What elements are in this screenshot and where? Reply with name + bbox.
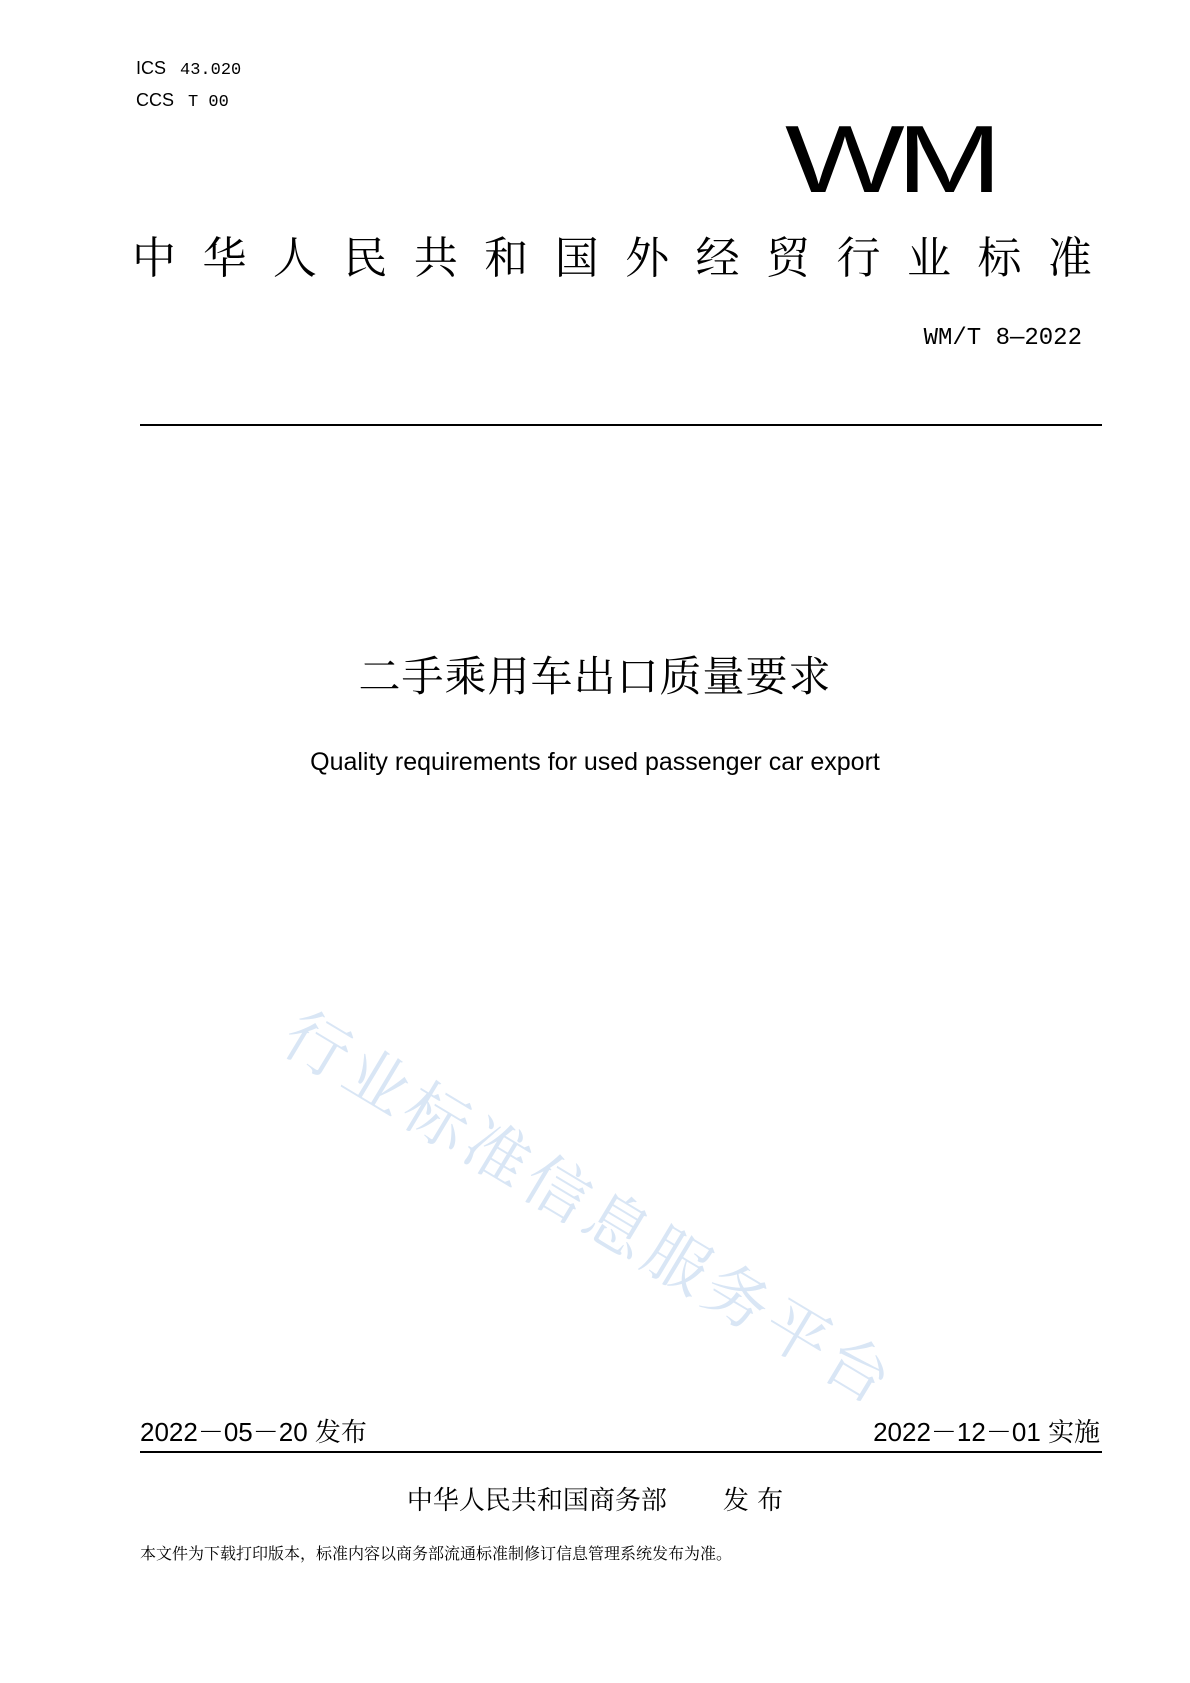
- ics-code: 43.020: [180, 61, 242, 80]
- ics-label: ICS: [136, 58, 167, 78]
- standard-brand-logo: WM: [785, 106, 995, 213]
- document-title-chinese: 二手乘用车出口质量要求: [358, 652, 832, 701]
- standard-type-heading: [132, 232, 1092, 286]
- standard-type-char: 民: [343, 233, 388, 284]
- standard-type-char: 和: [484, 233, 529, 284]
- standard-type-char: 准: [1047, 233, 1092, 284]
- document-title-english: Quality requirements for used passenger car export: [310, 748, 880, 776]
- implementation-date: 2022－12－01 实施: [873, 1417, 1100, 1447]
- standard-type-char: 共: [413, 233, 458, 284]
- footer-divider: [140, 1451, 1102, 1453]
- standard-type-char: 外: [625, 233, 670, 284]
- issuer-name: 中华人民共和国商务部: [406, 1486, 667, 1516]
- standard-number: WM/T 8—2022: [923, 325, 1082, 352]
- ics-line: [136, 58, 241, 80]
- standard-type-char: 经: [695, 233, 740, 284]
- issuer-line: [0, 1480, 1190, 1517]
- standard-type-char: 行: [836, 233, 881, 284]
- standard-type-char: 标: [977, 233, 1022, 284]
- ccs-code: T 00: [188, 93, 229, 112]
- ccs-label: CCS: [136, 90, 175, 110]
- download-footnote: 本文件为下载打印版本，标准内容以商务部流通标准制修订信息管理系统发布为准。: [140, 1544, 733, 1563]
- watermark-text: 行业标准信息服务平台: [270, 997, 909, 1422]
- standard-type-char: 人: [272, 233, 317, 284]
- publish-date: 2022－05－20 发布: [140, 1417, 367, 1447]
- standard-type-char: 华: [202, 233, 247, 284]
- standard-type-char: 中: [132, 233, 176, 284]
- standard-type-char: 业: [906, 233, 951, 284]
- standard-type-char: 国: [554, 233, 599, 284]
- standard-type-char: 贸: [766, 233, 811, 284]
- issuer-action: 发 布: [722, 1486, 784, 1516]
- header-divider: [140, 424, 1102, 426]
- ccs-line: [136, 90, 229, 112]
